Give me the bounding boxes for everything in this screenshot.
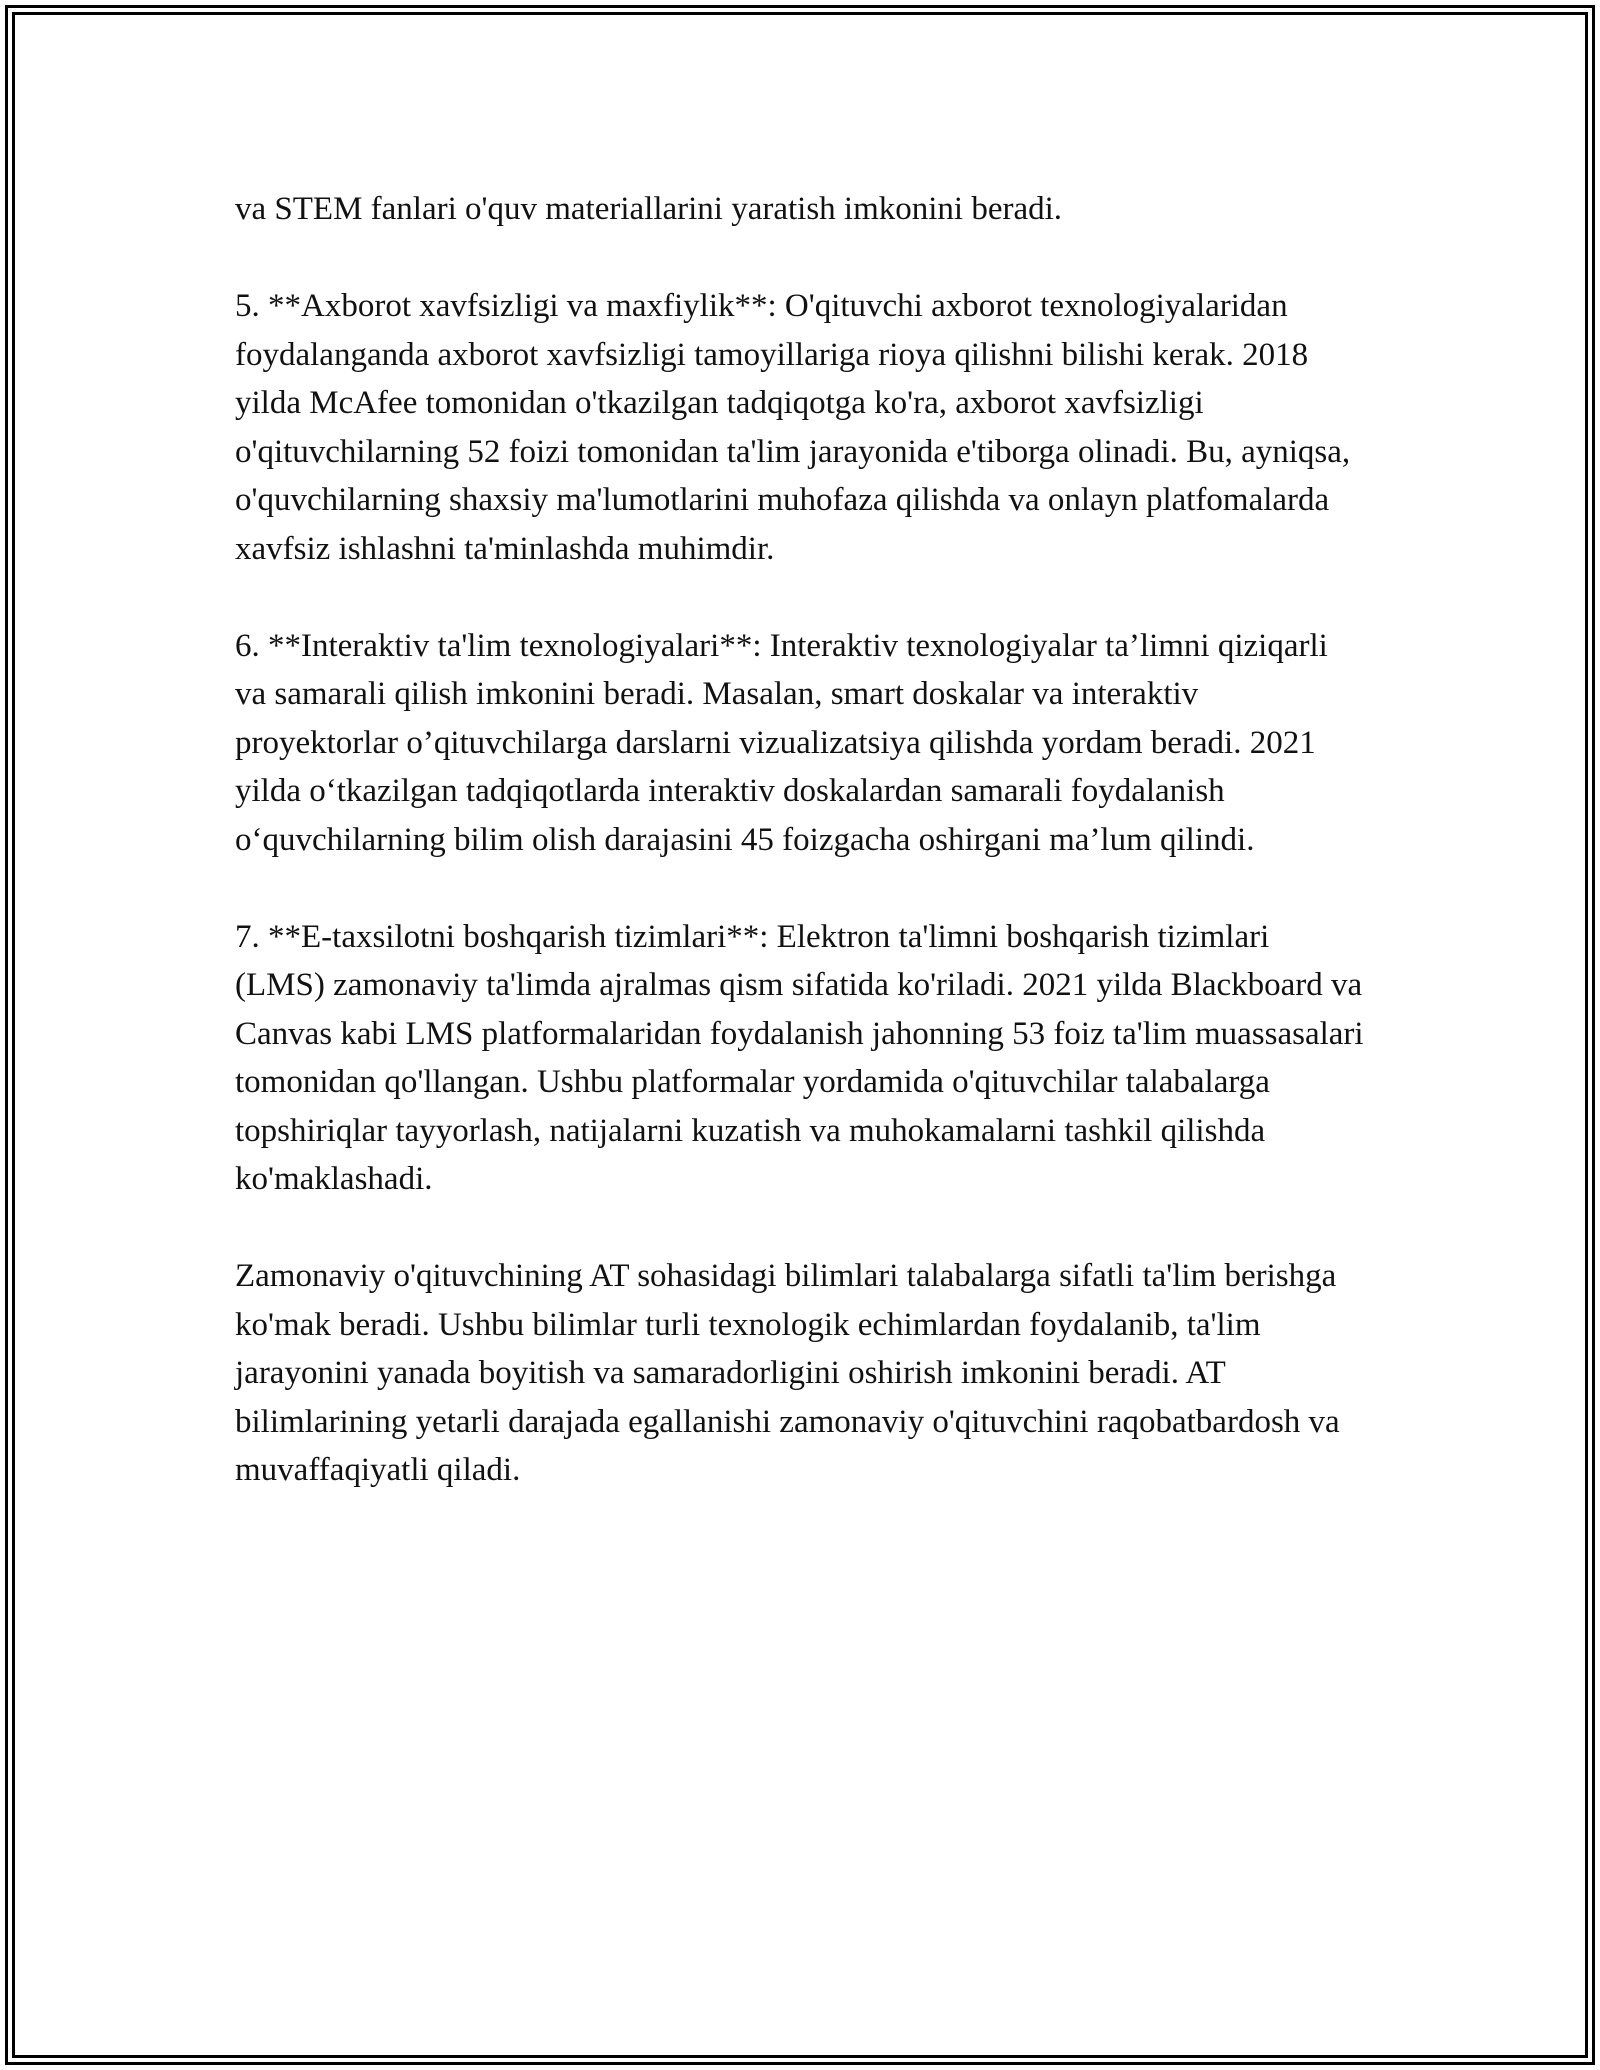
paragraph-continuation: va STEM fanlari o'quv materiallarini yaratish imkonini beradi. (235, 191, 1063, 227)
document-body (235, 185, 1365, 1495)
paragraph-item-6: 6. **Interaktiv ta'lim texnologiyalari**: Interaktiv texnologiyalar ta’limni qiziqarli va samarali qilish imkonini beradi. Masalan, smart doskalar va interaktiv proyektorlar o’qituvchilarga darslarni vizualizatsiya qilishda yordam beradi. 2021 yilda o‘tkazilgan tadqiqotlarda interaktiv doskalardan samarali foydalanish o‘quvchilarning bilim olish darajasini 45 foizgacha oshirgani ma’lum qilindi. (235, 627, 1328, 858)
paragraph-item-7: 7. **E-taxsilotni boshqarish tizimlari**: Elektron ta'limni boshqarish tizimlari (LMS) zamonaviy ta'limda ajralmas qism sifatida ko'riladi. 2021 yilda Blackboard va Canvas kabi LMS platformalaridan foydalanish jahonning 53 foiz ta'lim muassasalari tomonidan qo'llangan. Ushbu platformalar yordamida o'qituvchilar talabalarga topshiriqlar tayyorlash, natijalarni kuzatish va muhokamalarni tashkil qilishda ko'maklashadi. (235, 918, 1364, 1197)
paragraph-conclusion: Zamonaviy o'qituvchining AT sohasidagi bilimlari talabalarga sifatli ta'lim berishga ko'mak beradi. Ushbu bilimlar turli texnologik echimlardan foydalanib, ta'lim jarayonini yanada boyitish va samaradorligini oshirish imkonini beradi. AT bilimlarining yetarli darajada egallanishi zamonaviy o'qituvchini raqobatbardosh va muvaffaqiyatli qiladi. (235, 1258, 1340, 1488)
paragraph-item-5: 5. **Axborot xavfsizligi va maxfiylik**: O'qituvchi axborot texnologiyalaridan foydalanganda axborot xavfsizligi tamoyillariga rioya qilishni bilishi kerak. 2018 yilda McAfee tomonidan o'tkazilgan tadqiqotga ko'ra, axborot xavfsizligi o'qituvchilarning 52 foizi tomonidan ta'lim jarayonida e'tiborga olinadi. Bu, ayniqsa, o'quvchilarning shaxsiy ma'lumotlarini muhofaza qilishda va onlayn platfomalarda xavfsiz ishlashni ta'minlashda muhimdir. (235, 288, 1351, 567)
